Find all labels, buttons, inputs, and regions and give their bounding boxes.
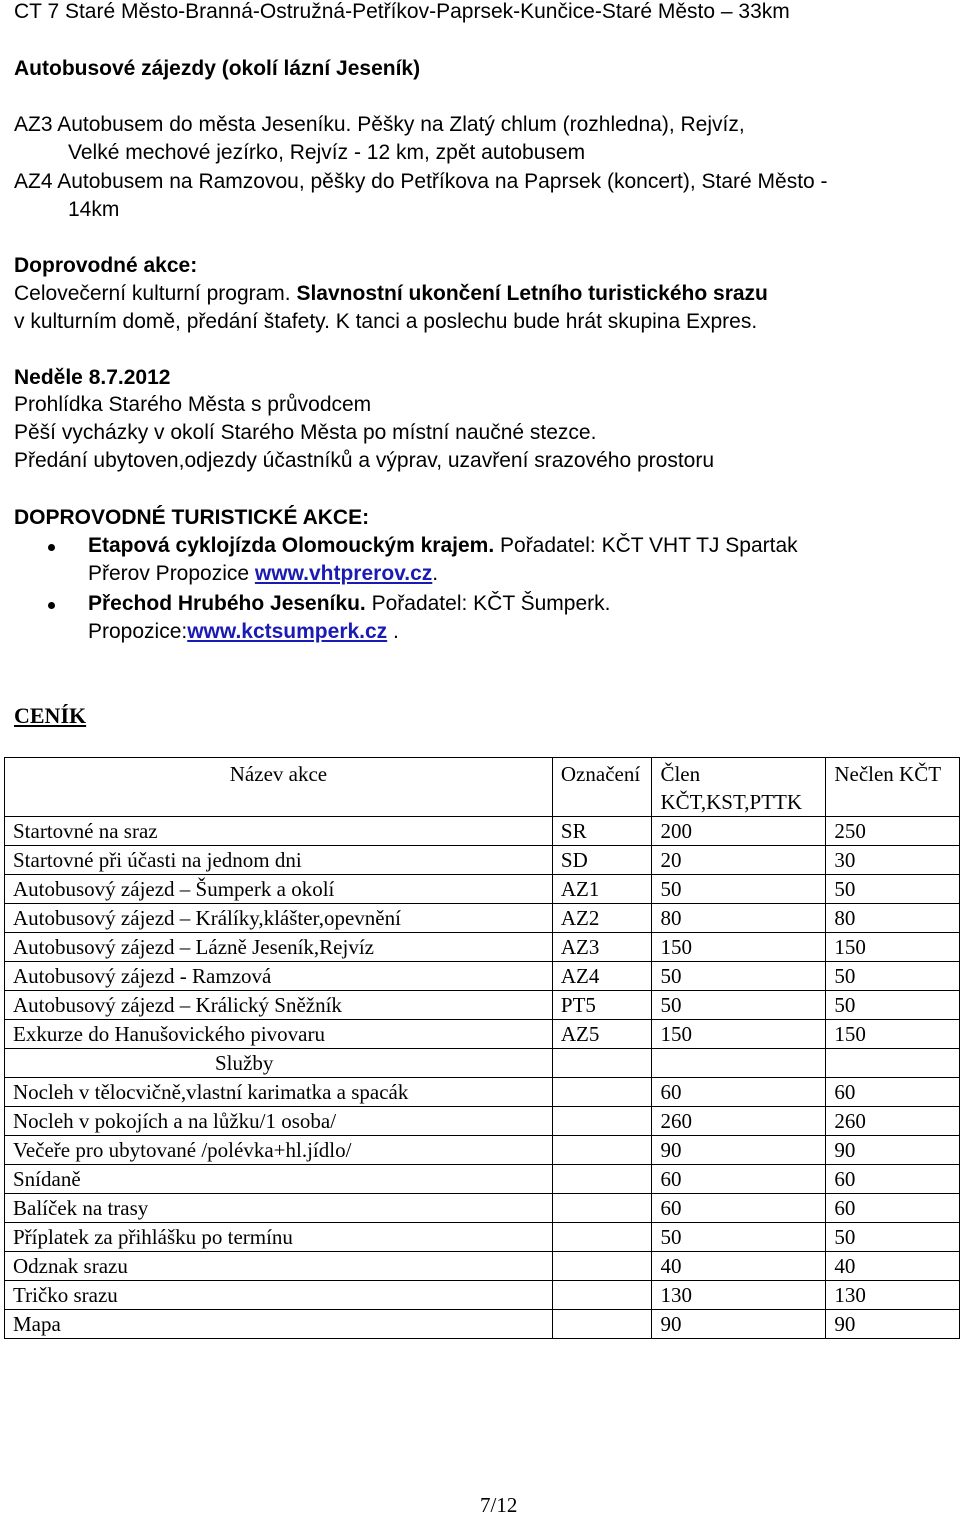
sunday-line-3: Předání ubytoven,odjezdy účastníků a výprav, uzavření srazového prostoru <box>14 449 715 472</box>
cell-name: Autobusový zájezd - Ramzová <box>5 962 553 991</box>
table-row <box>5 1107 960 1136</box>
cell-name: Startovné na sraz <box>5 817 553 846</box>
cell-nonmember: 50 <box>826 875 960 904</box>
tourist-event-1 <box>88 534 798 558</box>
header-member: Člen KČT,KST,PTTK <box>652 758 826 817</box>
cell-code: SR <box>552 817 652 846</box>
cell-member: 60 <box>652 1078 826 1107</box>
cell-code <box>552 1049 652 1078</box>
cell-nonmember: 60 <box>826 1194 960 1223</box>
cell-nonmember: 50 <box>826 962 960 991</box>
cell-member: 90 <box>652 1310 826 1339</box>
table-row <box>5 904 960 933</box>
tourist-event-2-propozice: Propozice: <box>88 620 188 643</box>
cell-name: Mapa <box>5 1310 553 1339</box>
az4-line-2: 14km <box>68 198 120 221</box>
cell-member: 130 <box>652 1281 826 1310</box>
table-row <box>5 1049 960 1078</box>
kctsumperk-link[interactable]: www.kctsumperk.cz <box>187 620 388 643</box>
cell-code <box>552 1165 652 1194</box>
cell-nonmember: 260 <box>826 1107 960 1136</box>
cell-name: Odznak srazu <box>5 1252 553 1281</box>
cell-code <box>552 1310 652 1339</box>
cell-name: Autobusový zájezd – Králický Sněžník <box>5 991 553 1020</box>
cell-nonmember: 150 <box>826 933 960 962</box>
cell-member: 80 <box>652 904 826 933</box>
cell-member <box>652 1049 826 1078</box>
cell-member: 50 <box>652 1223 826 1252</box>
cell-nonmember: 90 <box>826 1136 960 1165</box>
cell-nonmember: 40 <box>826 1252 960 1281</box>
cell-nonmember: 50 <box>826 1223 960 1252</box>
tourist-event-1-title: Etapová cyklojízda Olomouckým krajem. <box>88 534 495 557</box>
cell-code <box>552 1078 652 1107</box>
table-row <box>5 1310 960 1339</box>
cell-nonmember: 150 <box>826 1020 960 1049</box>
cell-code <box>552 1281 652 1310</box>
cell-code: AZ1 <box>552 875 652 904</box>
cell-member: 150 <box>652 1020 826 1049</box>
side-events-line-1-bold: Slavnostní ukončení Letního turistického srazu <box>296 282 768 305</box>
az4-line-1: AZ4 Autobusem na Ramzovou, pěšky do Petříkova na Paprsek (koncert), Staré Město - <box>14 170 828 193</box>
tourist-event-2-line-2 <box>88 620 399 644</box>
tourist-event-2 <box>88 592 610 616</box>
tourist-event-2-tail: . <box>387 620 399 643</box>
cell-code <box>552 1194 652 1223</box>
tourist-event-2-organizer: Pořadatel: KČT Šumperk. <box>365 592 611 615</box>
sunday-line-1: Prohlídka Starého Města s průvodcem <box>14 393 372 416</box>
cell-member: 50 <box>652 962 826 991</box>
side-events-heading: Doprovodné akce: <box>14 254 198 277</box>
cell-member: 50 <box>652 875 826 904</box>
cell-name: Startovné při účasti na jednom dni <box>5 846 553 875</box>
cell-code: PT5 <box>552 991 652 1020</box>
table-row <box>5 1165 960 1194</box>
bus-trips-heading: Autobusové zájezdy (okolí lázní Jeseník) <box>14 57 421 80</box>
price-table <box>4 757 960 1339</box>
cell-code <box>552 1107 652 1136</box>
cell-name: Večeře pro ubytované /polévka+hl.jídlo/ <box>5 1136 553 1165</box>
table-row <box>5 1223 960 1252</box>
cell-member: 260 <box>652 1107 826 1136</box>
table-row <box>5 1252 960 1281</box>
table-row <box>5 817 960 846</box>
cell-member: 90 <box>652 1136 826 1165</box>
cell-member: 50 <box>652 991 826 1020</box>
cell-member: 40 <box>652 1252 826 1281</box>
table-row <box>5 1020 960 1049</box>
az3-line-2: Velké mechové jezírko, Rejvíz - 12 km, zpět autobusem <box>68 141 586 164</box>
cell-nonmember: 90 <box>826 1310 960 1339</box>
bullet-icon <box>48 602 55 609</box>
cell-code <box>552 1136 652 1165</box>
cell-name: Služby <box>5 1049 553 1078</box>
sunday-date: Neděle 8.7.2012 <box>14 366 171 389</box>
bullet-icon <box>48 544 55 551</box>
table-row <box>5 1078 960 1107</box>
cell-nonmember: 60 <box>826 1078 960 1107</box>
cell-name: Exkurze do Hanušovického pivovaru <box>5 1020 553 1049</box>
side-events-line-2: v kulturním domě, předání štafety. K tanci a poslechu bude hrát skupina Expres. <box>14 310 758 333</box>
side-events-line-1 <box>14 282 768 306</box>
cell-code: SD <box>552 846 652 875</box>
cell-code: AZ2 <box>552 904 652 933</box>
cell-name: Autobusový zájezd – Šumperk a okolí <box>5 875 553 904</box>
cell-nonmember: 80 <box>826 904 960 933</box>
header-code: Označení <box>552 758 652 817</box>
header-nonmember: Nečlen KČT <box>826 758 960 817</box>
cell-name: Nocleh v tělocvičně,vlastní karimatka a spacák <box>5 1078 553 1107</box>
cell-name: Balíček na trasy <box>5 1194 553 1223</box>
table-row <box>5 933 960 962</box>
cell-member: 60 <box>652 1194 826 1223</box>
cell-nonmember: 130 <box>826 1281 960 1310</box>
table-row <box>5 962 960 991</box>
table-row <box>5 846 960 875</box>
cell-nonmember: 50 <box>826 991 960 1020</box>
cell-code: AZ5 <box>552 1020 652 1049</box>
cell-code: AZ4 <box>552 962 652 991</box>
tourist-event-1-line-2 <box>88 562 438 586</box>
cell-member: 20 <box>652 846 826 875</box>
cell-name: Příplatek za přihlášku po termínu <box>5 1223 553 1252</box>
cell-member: 200 <box>652 817 826 846</box>
table-row <box>5 1194 960 1223</box>
price-table-header <box>5 758 960 817</box>
cell-member: 150 <box>652 933 826 962</box>
cell-nonmember: 30 <box>826 846 960 875</box>
cell-name: Autobusový zájezd – Lázně Jeseník,Rejvíz <box>5 933 553 962</box>
cell-name: Snídaně <box>5 1165 553 1194</box>
sunday-line-2: Pěší vycházky v okolí Starého Města po místní naučné stezce. <box>14 421 597 444</box>
cell-member: 60 <box>652 1165 826 1194</box>
side-events-line-1-normal: Celovečerní kulturní program. <box>14 282 297 305</box>
table-row <box>5 875 960 904</box>
tourist-event-1-tail: . <box>432 562 439 585</box>
cell-code <box>552 1252 652 1281</box>
tourist-events-heading: DOPROVODNÉ TURISTICKÉ AKCE: <box>14 506 370 529</box>
tourist-event-1-propozice: Přerov Propozice <box>88 562 255 585</box>
header-name: Název akce <box>5 758 553 817</box>
vhtprerov-link[interactable]: www.vhtprerov.cz <box>254 562 433 585</box>
page-number: 7/12 <box>480 1493 518 1517</box>
az3-line-1: AZ3 Autobusem do města Jeseníku. Pěšky na Zlatý chlum (rozhledna), Rejvíz, <box>14 113 745 136</box>
ct7-line: CT 7 Staré Město-Branná-Ostružná-Petříkov-Paprsek-Kunčice-Staré Město – 33km <box>14 0 790 23</box>
price-list-title: CENÍK <box>14 703 87 728</box>
cell-nonmember: 60 <box>826 1165 960 1194</box>
cell-nonmember: 250 <box>826 817 960 846</box>
cell-code: AZ3 <box>552 933 652 962</box>
cell-name: Tričko srazu <box>5 1281 553 1310</box>
cell-nonmember <box>826 1049 960 1078</box>
cell-name: Nocleh v pokojích a na lůžku/1 osoba/ <box>5 1107 553 1136</box>
cell-code <box>552 1223 652 1252</box>
table-row <box>5 1281 960 1310</box>
table-row <box>5 991 960 1020</box>
table-row <box>5 1136 960 1165</box>
cell-name: Autobusový zájezd – Králíky,klášter,opevnění <box>5 904 553 933</box>
tourist-event-2-title: Přechod Hrubého Jeseníku. <box>88 592 366 615</box>
tourist-event-1-organizer: Pořadatel: KČT VHT TJ Spartak <box>494 534 798 557</box>
